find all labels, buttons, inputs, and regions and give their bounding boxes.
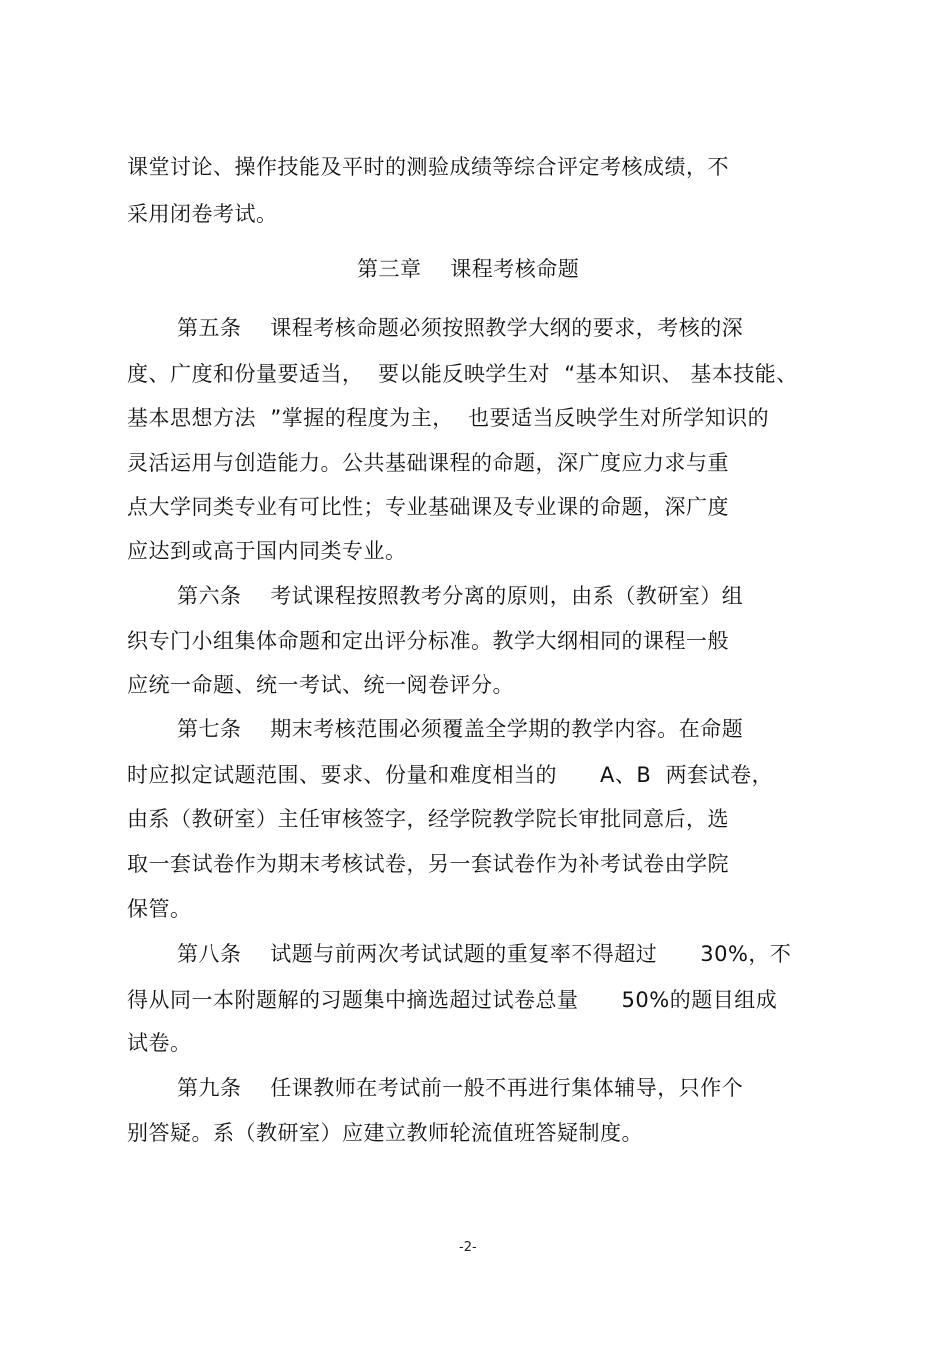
text-line: 基本思想方法 ”掌握的程度为主， 也要适当反映学生对所学知识的: [127, 406, 770, 430]
text-line: 应达到或高于国内同类专业。: [127, 539, 407, 563]
text-line: 度、广度和份量要适当， 要以能反映学生对 “基本知识、 基本技能、: [127, 362, 798, 386]
chapter-heading: 第三章 课程考核命题: [357, 257, 580, 281]
text-line: 第五条 课程考核命题必须按照教学大纲的要求，考核的深: [177, 316, 744, 340]
text-line: 课堂讨论、操作技能及平时的测验成绩等综合评定考核成绩，不: [127, 155, 729, 179]
text-line: 第七条 期末考核范围必须覆盖全学期的教学内容。在命题: [177, 717, 744, 741]
text-line: 第八条 试题与前两次考试试题的重复率不得超过 30%，不: [177, 942, 792, 966]
text-line: 第九条 任课教师在考试前一般不再进行集体辅导，只作个: [177, 1076, 744, 1100]
text-line: 应统一命题、统一考试、统一阅卷评分。: [127, 673, 514, 697]
text-line: 织专门小组集体命题和定出评分标准。教学大纲相同的课程一般: [127, 629, 729, 653]
text-line: 取一套试卷作为期末考核试卷，另一套试卷作为补考试卷由学院: [127, 852, 729, 876]
text-line: 得从同一本附题解的习题集中摘选超过试卷总量 50%的题目组成: [127, 988, 778, 1012]
text-line: 点大学同类专业有可比性；专业基础课及专业课的命题，深广度: [127, 495, 729, 519]
text-line: 第六条 考试课程按照教考分离的原则，由系（教研室）组: [177, 584, 744, 608]
text-line: 采用闭卷考试。: [127, 202, 278, 226]
text-line: 试卷。: [127, 1031, 192, 1055]
text-line: 保管。: [127, 897, 192, 921]
page-number: -2-: [459, 1240, 477, 1255]
text-line: 别答疑。系（教研室）应建立教师轮流值班答疑制度。: [127, 1121, 643, 1145]
text-line: 灵活运用与创造能力。公共基础课程的命题，深广度应力求与重: [127, 451, 729, 475]
text-line: 时应拟定试题范围、要求、份量和难度相当的 A、B 两套试卷，: [127, 763, 774, 787]
text-line: 由系（教研室）主任审核签字，经学院教学院长审批同意后，选: [127, 807, 729, 831]
